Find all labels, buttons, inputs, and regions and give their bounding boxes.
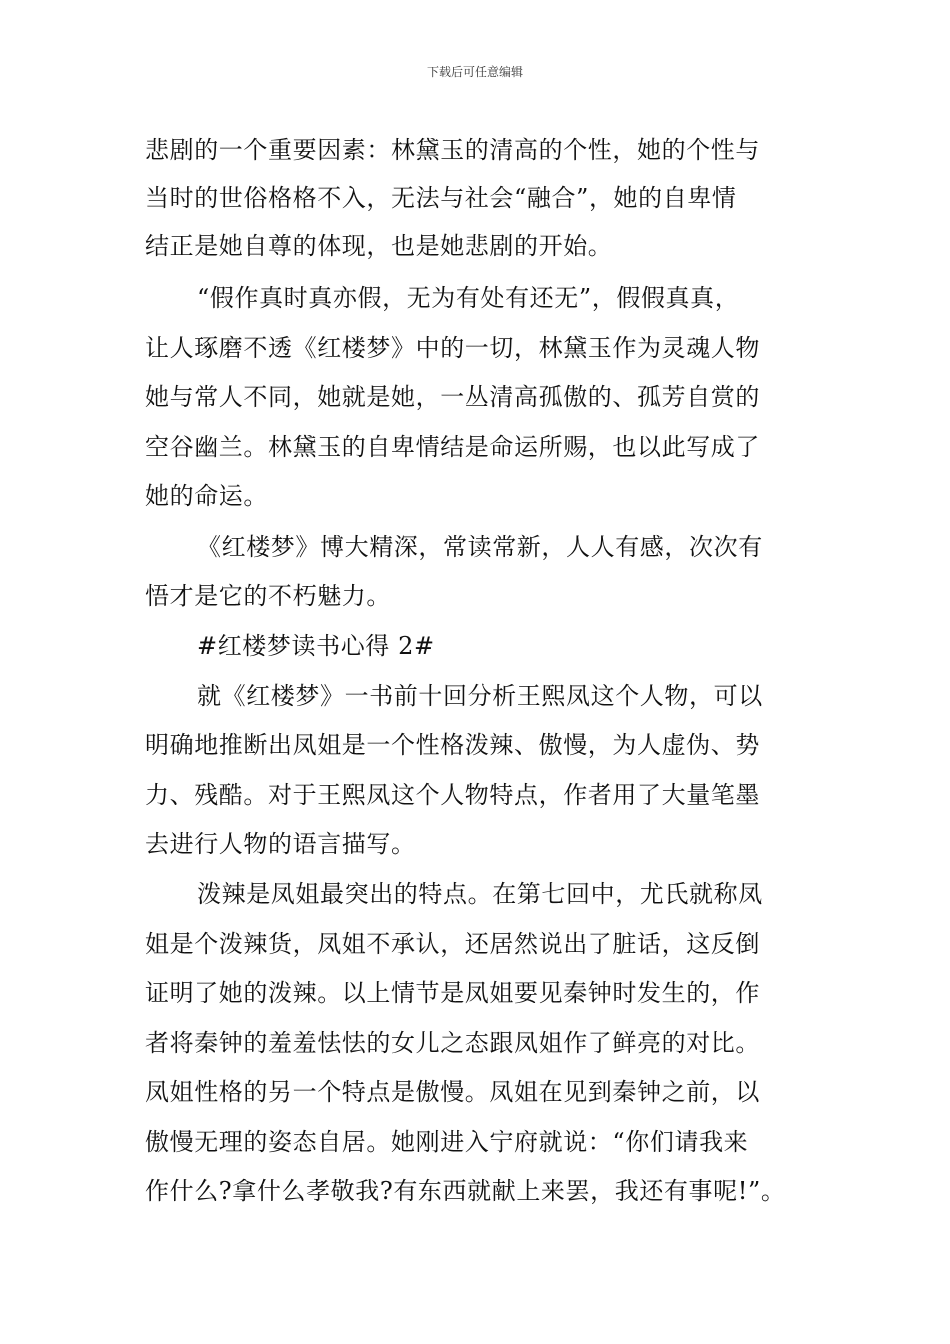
body-text-line: 证明了她的泼辣。以上情节是凤姐要见秦钟时发生的，作 [145, 979, 760, 1007]
body-text-line: “假作真时真亦假，无为有处有还无”，假假真真， [197, 284, 740, 312]
body-text-line: 空谷幽兰。林黛玉的自卑情结是命运所赐，也以此写成了 [145, 433, 760, 461]
body-text-line: 她的命运。 [145, 482, 268, 510]
body-text-line: 泼辣是凤姐最突出的特点。在第七回中，尤氏就称凤 [197, 880, 763, 908]
body-text-line: 她与常人不同，她就是她，一丛清高孤傲的、孤芳自赏的 [145, 383, 760, 411]
body-text-line: 悟才是它的不朽魅力。 [145, 582, 391, 610]
body-text-line: 让人琢磨不透《红楼梦》中的一切，林黛玉作为灵魂人物 [145, 334, 760, 362]
body-text-line: 凤姐性格的另一个特点是傲慢。凤姐在见到秦钟之前，以 [145, 1078, 760, 1106]
section-heading: #红楼梦读书心得 2# [197, 632, 435, 660]
body-text-line: 结正是她自尊的体现，也是她悲剧的开始。 [145, 232, 613, 260]
body-text-line: 傲慢无理的姿态自居。她刚进入宁府就说：“你们请我来 [145, 1128, 749, 1156]
body-text-line: 《红楼梦》博大精深，常读常新，人人有感，次次有 [197, 533, 763, 561]
body-text-line: 当时的世俗格格不入，无法与社会“融合”，她的自卑情 [145, 184, 737, 212]
body-text-line: 就《红楼梦》一书前十回分析王熙凤这个人物，可以 [197, 682, 763, 710]
body-text-line: 明确地推断出凤姐是一个性格泼辣、傲慢，为人虚伪、势 [145, 731, 760, 759]
body-text-line: 悲剧的一个重要因素：林黛玉的清高的个性，她的个性与 [145, 136, 760, 164]
body-text-line: 去进行人物的语言描写。 [145, 830, 416, 858]
body-text-line: 作什么?拿什么孝敬我?有东西就献上来罢，我还有事呢!”。 [145, 1177, 786, 1205]
body-text-line: 者将秦钟的羞羞怯怯的女儿之态跟凤姐作了鲜亮的对比。 [145, 1029, 760, 1057]
body-text-line: 力、残酷。对于王熙凤这个人物特点，作者用了大量笔墨 [145, 781, 760, 809]
body-text-line: 姐是个泼辣货，凤姐不承认，还居然说出了脏话，这反倒 [145, 930, 760, 958]
page-header: 下载后可任意编辑 [426, 65, 523, 79]
